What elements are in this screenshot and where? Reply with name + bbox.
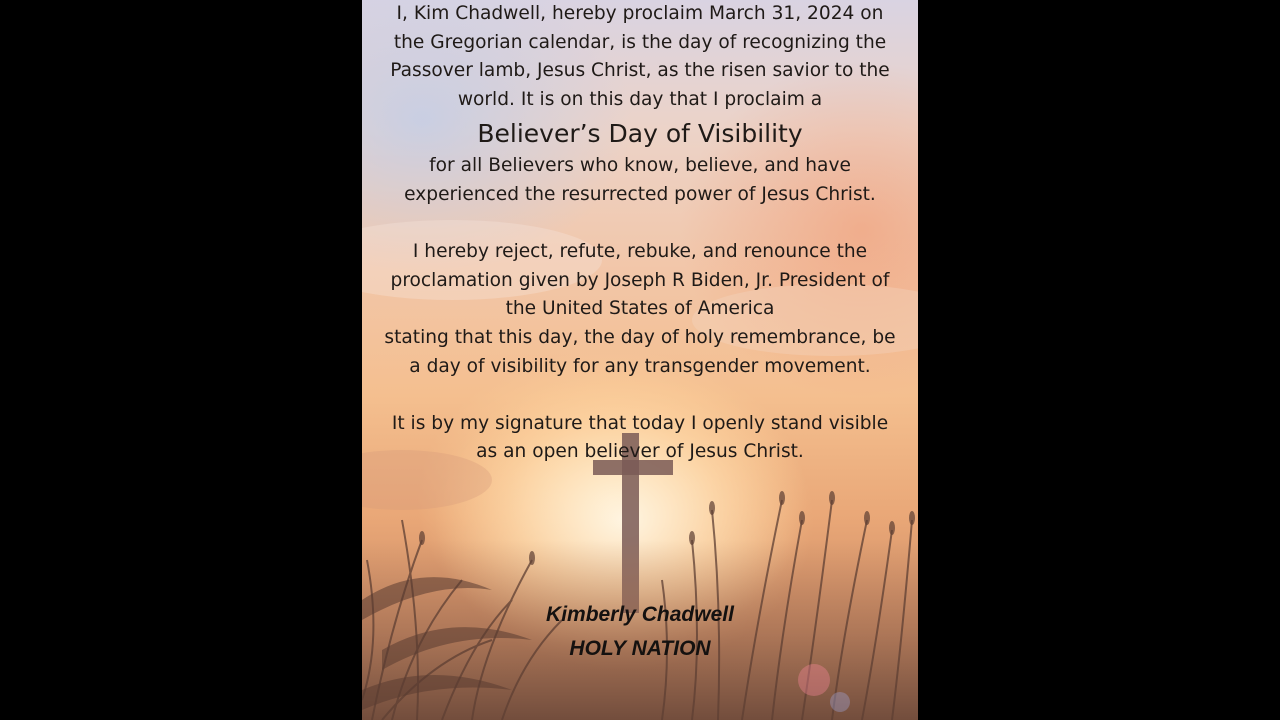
body-line: for all Believers who know, believe, and have bbox=[429, 155, 851, 177]
rejection-line: a day of visibility for any transgender movement. bbox=[409, 355, 871, 377]
rejection-line: proclamation given by Joseph R Biden, Jr. President of bbox=[390, 269, 890, 291]
intro-line: Passover lamb, Jesus Christ, as the risen savior to the bbox=[390, 60, 890, 82]
body-line: experienced the resurrected power of Jesus Christ. bbox=[404, 183, 876, 205]
closing-line: It is by my signature that today I openly stand visible bbox=[391, 412, 889, 434]
bokeh-light bbox=[798, 664, 830, 696]
rejection-line: the United States of America bbox=[505, 298, 775, 320]
signature-name: Kimberly Chadwell bbox=[546, 603, 734, 626]
proclamation-text bbox=[362, 0, 918, 467]
closing-line: as an open believer of Jesus Christ. bbox=[476, 441, 804, 463]
rejection-line: stating that this day, the day of holy remembrance, be bbox=[384, 326, 896, 348]
paragraph-gap bbox=[362, 210, 918, 239]
paragraph-gap bbox=[362, 381, 918, 410]
intro-line: I, Kim Chadwell, hereby proclaim March 31, 2024 on bbox=[396, 3, 884, 24]
intro-line: the Gregorian calendar, is the day of recognizing the bbox=[393, 31, 887, 53]
rejection-line: I hereby reject, refute, rebuke, and renounce the bbox=[412, 241, 868, 263]
proclamation-headline: Believer’s Day of Visibility bbox=[477, 119, 803, 149]
intro-line: world. It is on this day that I proclaim a bbox=[457, 88, 823, 110]
proclamation-poster bbox=[362, 0, 918, 720]
signature-organization: HOLY NATION bbox=[569, 637, 711, 660]
bokeh-light bbox=[830, 692, 850, 712]
